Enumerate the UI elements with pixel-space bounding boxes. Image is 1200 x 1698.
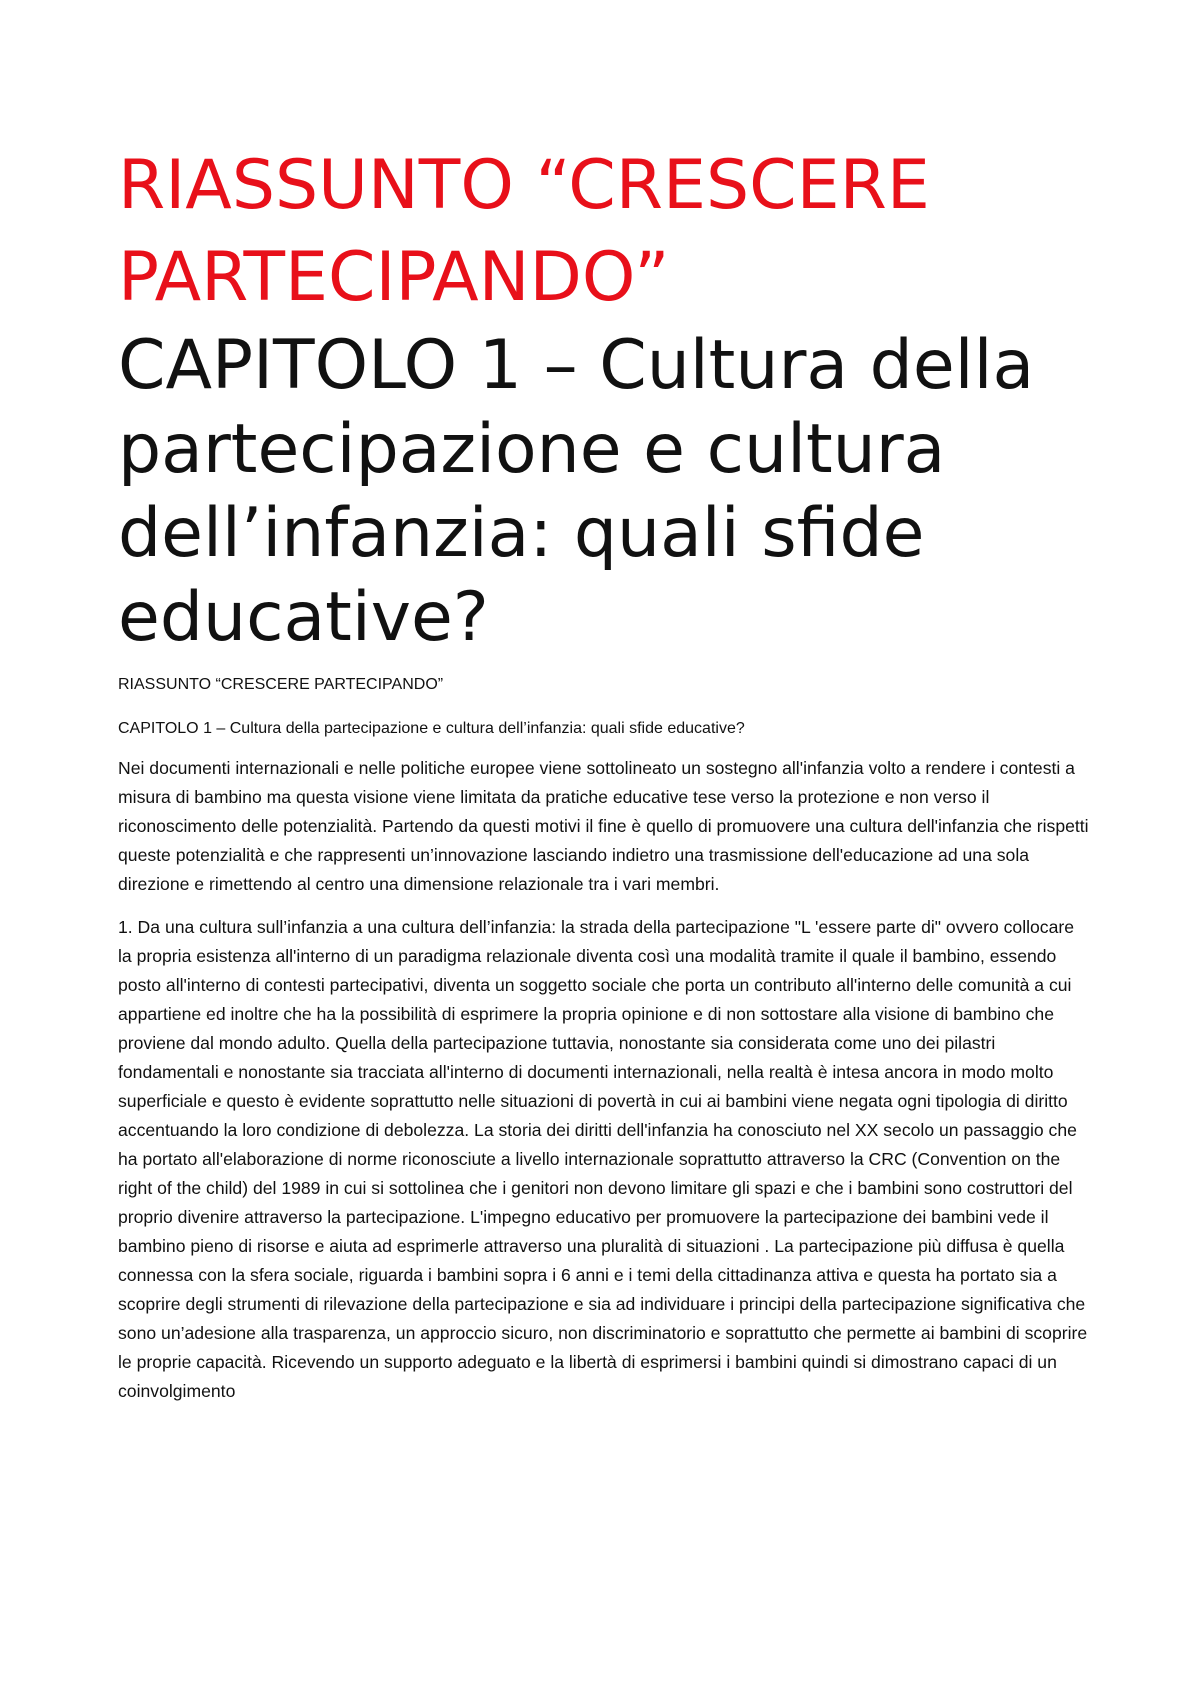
body-paragraph-section-1: 1. Da una cultura sull’infanzia a una cultura dell’infanzia: la strada della partecipazione "L 'essere parte di" ovvero collocare la propria esistenza all'interno di un paradigma relazionale diventa così una modalità tramite il quale il bambino, essendo posto all'interno di contesti partecipativi, diventa un soggetto sociale che porta un contributo all'interno delle comunità a cui appartiene ed inoltre che ha la possibilità di esprimere la propria opinione e di non sottostare alla visione di bambino che proviene dal mondo adulto. Quella della partecipazione tuttavia, nonostante sia considerata come uno dei pilastri fondamentali e nonostante sia tracciata all'interno di documenti internazionali, nella realtà è intesa ancora in modo molto superficiale e questo è evidente soprattutto nelle situazioni di povertà in cui ai bambini viene negata ogni tipologia di diritto accentuando la loro condizione di debolezza. La storia dei diritti dell'infanzia ha conosciuto nel XX secolo un passaggio che ha portato all'elaborazione di norme riconosciute a livello internazionale soprattutto attraverso la CRC (Convention on the right of the child) del 1989 in cui si sottolinea che i genitori non devono limitare gli spazi e che i bambini sono costruttori del proprio divenire attraverso la partecipazione. L'impegno educativo per promuovere la partecipazione dei bambini vede il bambino pieno di risorse e aiuta ad esprimerle attraverso una pluralità di situazioni . La partecipazione più diffusa è quella connessa con la sfera sociale, riguarda i bambini sopra i 6 anni e i temi della cittadinanza attiva e questa ha portato sia a scoprire degli strumenti di rilevazione della partecipazione e sia ad individuare i principi della partecipazione significativa che sono un’adesione alla trasparenza, un approccio sicuro, non discriminatorio e soprattutto che permette ai bambini di scoprire le proprie capacità. Ricevendo un supporto adeguato e la libertà di esprimersi i bambini quindi si dimostrano capaci di un coinvolgimento [118,917,1088,1401]
document-heading-red: RIASSUNTO “CRESCERE PARTECIPANDO” [118,146,930,317]
document-heading-chapter: CAPITOLO 1 – Cultura della partecipazione e cultura dell’infanzia: quali sfide educative? [118,326,1035,657]
document-small-chapter: CAPITOLO 1 – Cultura della partecipazione e cultura dell’infanzia: quali sfide educative? [118,720,745,737]
body-paragraph-intro: Nei documenti internazionali e nelle politiche europee viene sottolineato un sostegno all'infanzia volto a rendere i contesti a misura di bambino ma questa visione viene limitata da pratiche educative tese verso la protezione e non verso il riconoscimento delle potenzialità. Partendo da questi motivi il fine è quello di promuovere una cultura dell'infanzia che rispetti queste potenzialità e che rappresenti un’innovazione lasciando indietro una trasmissione dell'educazione ad una sola direzione e rimettendo al centro una dimensione relazionale tra i vari membri. [118,758,1089,894]
document-small-title: RIASSUNTO “CRESCERE PARTECIPANDO” [118,676,444,693]
